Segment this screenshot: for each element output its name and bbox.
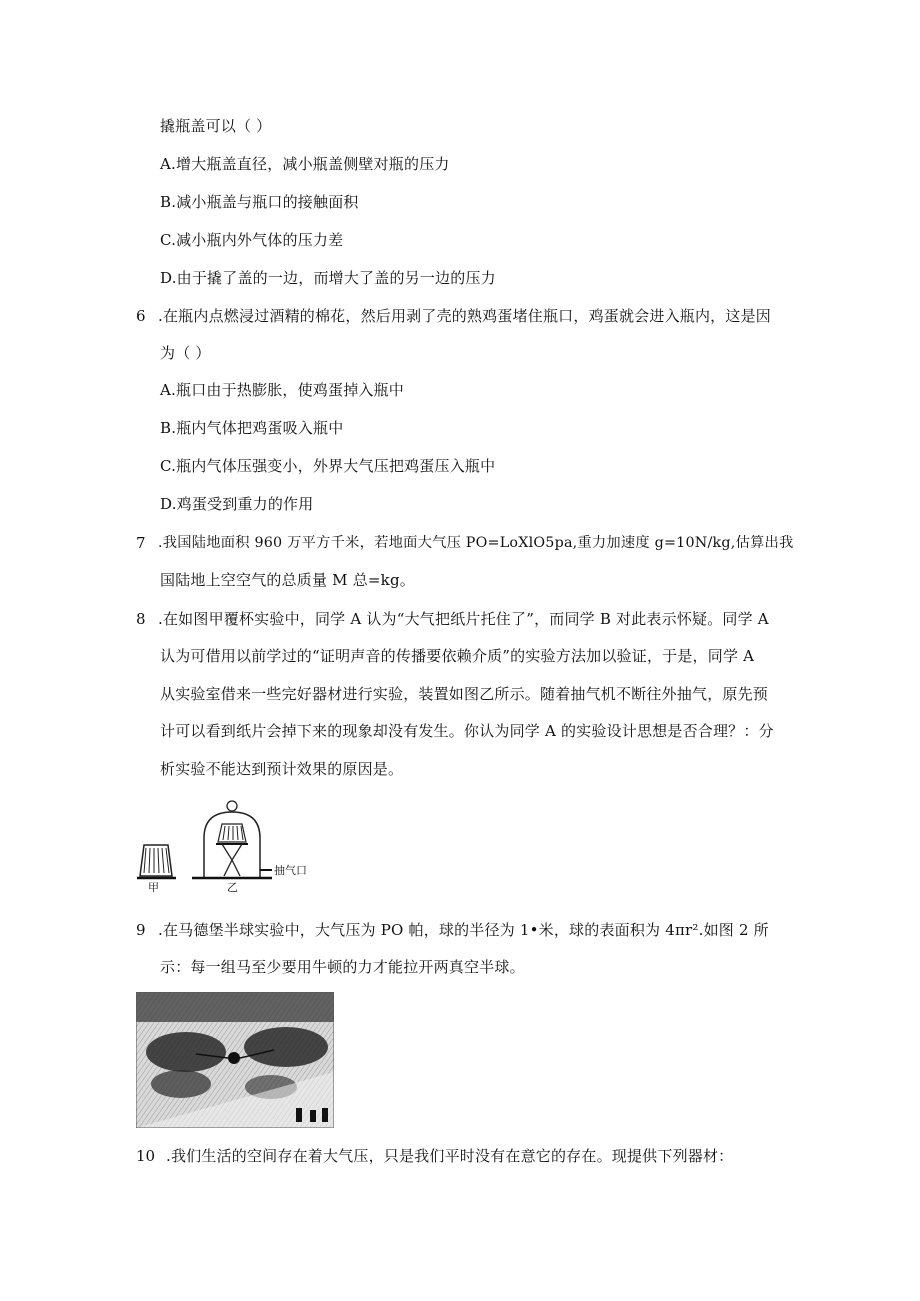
q8-line-5: 析实验不能达到预计效果的原因是。 [160,760,404,778]
q7-line-1: .我国陆地面积 960 万平方千米，若地面大气压 PO=LoXlO5pa,重力加速度 g=10N/kg,估算出我 [158,535,794,551]
cup-figure-jia [137,845,176,878]
q10-line-1: .我们生活的空间存在着大气压，只是我们平时没有在意它的存在。现提供下列器材： [166,1147,734,1165]
q6-line-1: .在瓶内点燃浸过酒精的棉花，然后用剥了壳的熟鸡蛋堵住瓶口，鸡蛋就会进入瓶内，这是因 [158,307,771,325]
q8-figure [134,800,324,895]
q5-option-b: B.减小瓶盖与瓶口的接触面积 [160,193,359,211]
figure-label-jia: 甲 [148,881,159,894]
q8-line-4: 计可以看到纸片会掉下来的现象却没有发生。你认为同学 A 的实验设计思想是否合理？：分 [160,722,774,740]
figure-label-outlet: 抽气口 [274,864,307,877]
q9-line-2: 示：每一组马至少要用牛顿的力才能拉开两真空半球。 [160,958,525,976]
q10-number: 10 [136,1147,156,1165]
q8-line-3: 从实验室借来一些完好器材进行实验，装置如图乙所示。随着抽气机不断往外抽气，原先预 [160,685,769,703]
q8-line-1: .在如图甲覆杯实验中，同学 A 认为“大气把纸片托住了”，而同学 B 对此表示怀疑。同学 A [158,610,769,628]
figure-label-yi: 乙 [227,881,238,894]
bell-jar-figure-yi [192,801,272,878]
q7-number: 7 [136,534,146,552]
q7-line-2: 国陆地上空空气的总质量 M 总=kg。 [160,571,415,589]
q6-number: 6 [136,307,146,325]
q6-option-c: C.瓶内气体压强变小，外界大气压把鸡蛋压入瓶中 [160,457,496,475]
q6-line-2: 为（ ） [160,344,211,362]
q6-option-d: D.鸡蛋受到重力的作用 [160,495,314,513]
q5-option-a: A.增大瓶盖直径，减小瓶盖侧壁对瓶的压力 [160,155,450,173]
q8-number: 8 [136,610,146,628]
bell-jar-diagram [134,800,324,895]
q5-option-c: C.减小瓶内外气体的压力差 [160,231,344,249]
q8-line-2: 认为可借用以前学过的“证明声音的传播要依赖介质”的实验方法加以验证，于是，同学 A [160,647,755,665]
q6-option-a: A.瓶口由于热膨胀，使鸡蛋掉入瓶中 [160,381,405,399]
magdeburg-illustration [136,992,334,1128]
q9-line-1: .在马德堡半球实验中，大气压为 PO 帕，球的半径为 1•米，球的表面积为 4πr².如图 2 所 [158,921,769,939]
q9-number: 9 [136,921,146,939]
q5-option-d: D.由于撬了盖的一边，而增大了盖的另一边的压力 [160,269,496,287]
q6-option-b: B.瓶内气体把鸡蛋吸入瓶中 [160,419,344,437]
magdeburg-engraving [136,992,334,1128]
q5-stem: 撬瓶盖可以（ ） [160,117,272,135]
